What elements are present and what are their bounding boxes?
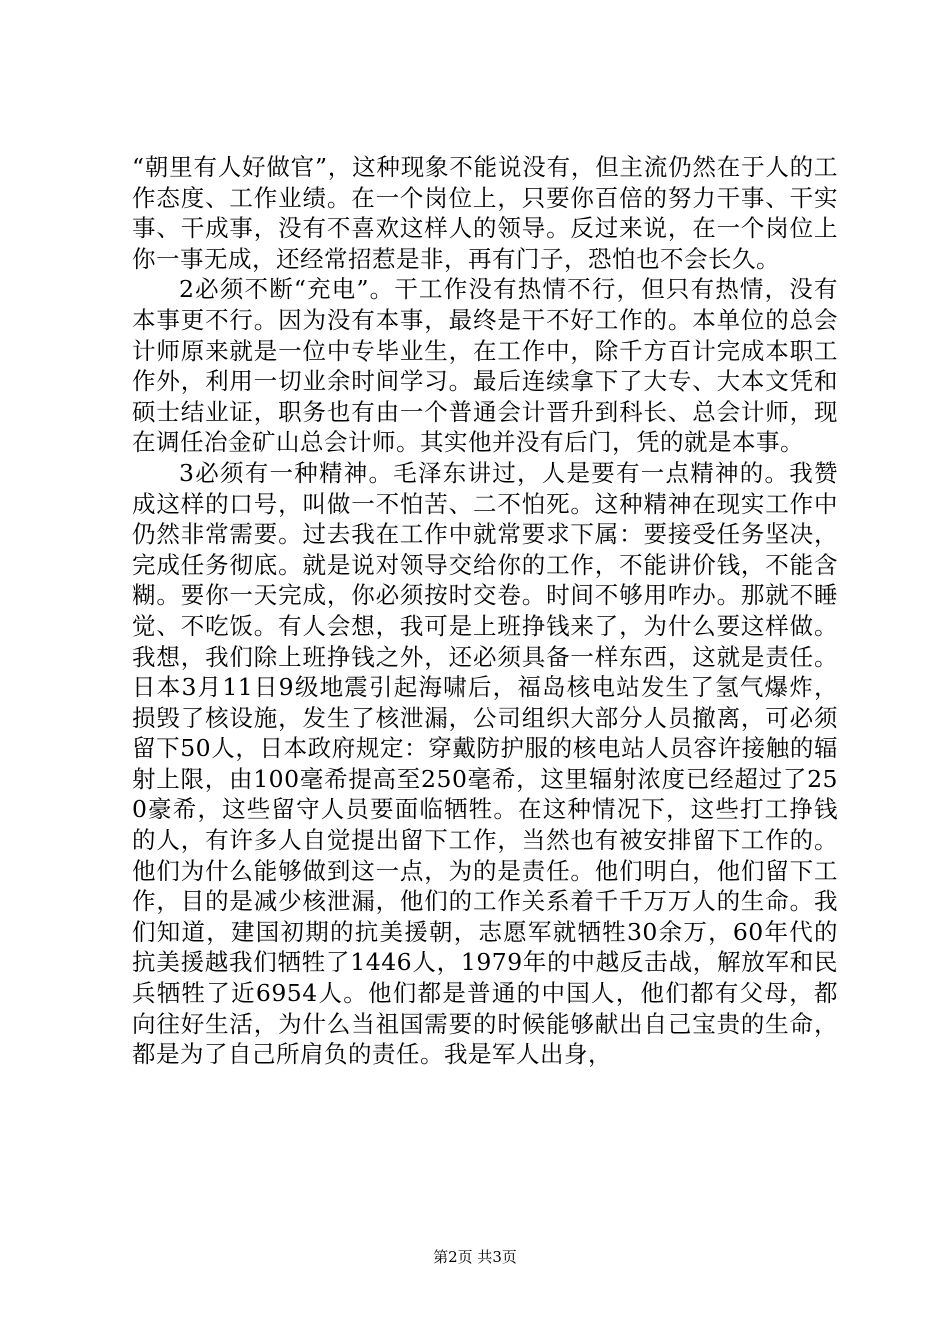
paragraph-point-3: 3必须有一种精神。毛泽东讲过，人是要有一点精神的。我赞成这样的口号，叫做一不怕苦、二不怕死。这种精神在现实工作中仍然非常需要。过去我在工作中就常要求下属：要接受任务坚决，完成任务彻底。就是说对领导交给你的工作，不能讲价钱，不能含糊。要你一天完成，你必须按时交卷。时间不够用咋办。那就不睡觉、不吃饭。有人会想，我可是上班挣钱来了，为什么要这样做。我想，我们除上班挣钱之外，还必须具备一样东西，这就是责任。日本3月11日9级地震引起海啸后，福岛核电站发生了氢气爆炸，损毁了核设施，发生了核泄漏，公司组织大部分人员撤离，可必须留下50人，日本政府规定：穿戴防护服的核电站人员容许接触的辐射上限，由100毫希提高至250毫希，这里辐射浓度已经超过了250豪希，这些留守人员要面临牺牲。在这种情况下，这些打工挣钱的人，有许多人自觉提出留下工作，当然也有被安排留下工作的。他们为什么能够做到这一点，为的是责任。他们明白，他们留下工作，目的是减少核泄漏，他们的工作关系着千千万万人的生命。我们知道，建国初期的抗美援朝，志愿军就牺牲30余万，60年代的抗美援越我们牺牲了1446人，1979年的中越反击战，解放军和民兵牺牲了近6954人。他们都是普通的中国人，他们都有父母，都向往好生活，为什么当祖国需要的时候能够献出自己宝贵的生命，都是为了自己所肩负的责任。我是军人出身， (132, 458, 838, 1069)
page-number-label: 第2页 共3页 (433, 1248, 517, 1266)
paragraph-continuation: “朝里有人好做官”，这种现象不能说没有，但主流仍然在于人的工作态度、工作业绩。在一个岗位上，只要你百倍的努力干事、干实事、干成事，没有不喜欢这样人的领导。反过来说，在一个岗位上你一事无成，还经常招惹是非，再有门子，恐怕也不会长久。 (132, 153, 838, 273)
document-body (132, 152, 838, 1070)
paragraph-point-2: 2必须不断“充电”。干工作没有热情不行，但只有热情，没有本事更不行。因为没有本事，最终是干不好工作的。本单位的总会计师原来就是一位中专毕业生，在工作中，除千方百计完成本职工作外，利用一切业余时间学习。最后连续拿下了大专、大本文凭和硕士结业证，职务也有由一个普通会计晋升到科长、总会计师，现在调任冶金矿山总会计师。其实他并没有后门，凭的就是本事。 (132, 275, 838, 457)
page-footer (0, 1247, 950, 1267)
